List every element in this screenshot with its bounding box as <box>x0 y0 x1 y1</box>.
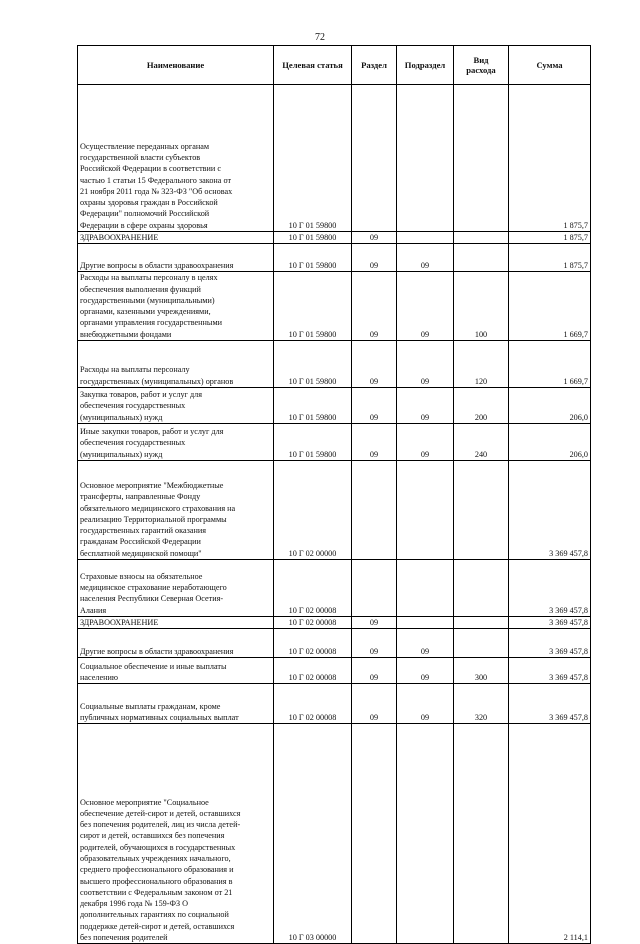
row-code: 10 Г 01 59800 <box>274 232 352 244</box>
header-section: Раздел <box>352 46 397 85</box>
row-section: 09 <box>352 658 397 684</box>
row-name: Основное мероприятие "Социальное обеспечение детей-сирот и детей, оставшихся без попечения родителей, лиц из числа детей- сирот и детей, оставшихся без попечения родителей, обучающихся в государственных образовательных учреждениях начального, среднего профессионального образования и высшего профессионального образования в соответствии с Федеральным законом от 21 декабря 1996 года № 159-ФЗ О дополнительных гарантиях по социальной поддержке детей-сирот и детей, оставшихся без попечения родителей <box>78 724 274 944</box>
row-expense <box>454 232 509 244</box>
row-section: 09 <box>352 272 397 341</box>
row-expense <box>454 617 509 629</box>
header-expense: Вид расхода <box>454 46 509 85</box>
row-name: Закупка товаров, работ и услуг для обеспечения государственных (муниципальных) нужд <box>78 388 274 424</box>
row-section: 09 <box>352 341 397 388</box>
header-name: Наименование <box>78 46 274 85</box>
table-row <box>78 461 591 560</box>
table-header-row <box>78 46 591 85</box>
row-sum: 206,0 <box>509 424 591 461</box>
row-section <box>352 85 397 232</box>
row-expense <box>454 629 509 658</box>
row-section: 09 <box>352 629 397 658</box>
row-code: 10 Г 01 59800 <box>274 424 352 461</box>
table-row <box>78 244 591 272</box>
row-expense: 200 <box>454 388 509 424</box>
row-name: Другие вопросы в области здравоохранения <box>78 244 274 272</box>
row-sum: 2 114,1 <box>509 724 591 944</box>
row-expense <box>454 461 509 560</box>
row-name: ЗДРАВООХРАНЕНИЕ <box>78 232 274 244</box>
row-name: Расходы на выплаты персоналу в целях обеспечения выполнения функций государственными (муниципальными) органами, казенными учреждениями, органами управления государственными внебюджетными фондами <box>78 272 274 341</box>
table-row <box>78 272 591 341</box>
row-sum: 1 875,7 <box>509 85 591 232</box>
page-number: 72 <box>315 32 325 43</box>
row-name: Основное мероприятие "Межбюджетные трансферты, направленные Фонду обязательного медицинского страхования на реализацию Территориальной программы государственных гарантий оказания гражданам Российской Федерации бесплатной медицинской помощи" <box>78 461 274 560</box>
row-subsection: 09 <box>397 244 454 272</box>
row-subsection: 09 <box>397 424 454 461</box>
row-section: 09 <box>352 617 397 629</box>
row-code: 10 Г 02 00008 <box>274 658 352 684</box>
row-name: Осуществление переданных органам государственной власти субъектов Российской Федерации в соответствии с частью 1 статьи 15 Федерального закона от 21 ноября 2011 года № 323-ФЗ "Об основах охраны здоровья граждан в Российской Федерации" полномочий Российской Федерации в сфере охраны здоровья <box>78 85 274 232</box>
row-expense <box>454 724 509 944</box>
row-code: 10 Г 01 59800 <box>274 341 352 388</box>
row-section <box>352 461 397 560</box>
row-subsection <box>397 617 454 629</box>
row-code: 10 Г 01 59800 <box>274 85 352 232</box>
row-name: Расходы на выплаты персоналу государственных (муниципальных) органов <box>78 341 274 388</box>
row-sum: 206,0 <box>509 388 591 424</box>
row-section <box>352 724 397 944</box>
row-subsection: 09 <box>397 341 454 388</box>
table-row <box>78 388 591 424</box>
row-name: ЗДРАВООХРАНЕНИЕ <box>78 617 274 629</box>
row-code: 10 Г 02 00008 <box>274 629 352 658</box>
row-subsection: 09 <box>397 658 454 684</box>
row-name: Иные закупки товаров, работ и услуг для обеспечения государственных (муниципальных) нужд <box>78 424 274 461</box>
row-subsection <box>397 461 454 560</box>
table-row <box>78 617 591 629</box>
row-sum: 3 369 457,8 <box>509 658 591 684</box>
row-expense: 100 <box>454 272 509 341</box>
row-subsection <box>397 85 454 232</box>
budget-table <box>77 45 591 944</box>
table-row <box>78 232 591 244</box>
row-sum: 1 875,7 <box>509 232 591 244</box>
row-code: 10 Г 01 59800 <box>274 244 352 272</box>
row-name: Другие вопросы в области здравоохранения <box>78 629 274 658</box>
row-section <box>352 560 397 617</box>
row-name: Страховые взносы на обязательное медицинское страхование неработающего населения Республики Северная Осетия- Алания <box>78 560 274 617</box>
row-code: 10 Г 02 00008 <box>274 617 352 629</box>
row-code: 10 Г 02 00008 <box>274 684 352 724</box>
row-name: Социальные выплаты гражданам, кроме публичных нормативных социальных выплат <box>78 684 274 724</box>
table-row <box>78 724 591 944</box>
row-sum: 3 369 457,8 <box>509 560 591 617</box>
row-subsection: 09 <box>397 684 454 724</box>
row-code: 10 Г 03 00000 <box>274 724 352 944</box>
table-row <box>78 658 591 684</box>
row-expense <box>454 244 509 272</box>
row-section: 09 <box>352 388 397 424</box>
row-section: 09 <box>352 232 397 244</box>
table-row <box>78 560 591 617</box>
row-section: 09 <box>352 244 397 272</box>
row-code: 10 Г 01 59800 <box>274 272 352 341</box>
row-code: 10 Г 02 00000 <box>274 461 352 560</box>
row-section: 09 <box>352 684 397 724</box>
row-name: Социальное обеспечение и иные выплаты населению <box>78 658 274 684</box>
row-sum: 3 369 457,8 <box>509 684 591 724</box>
table-row <box>78 85 591 232</box>
table-row <box>78 684 591 724</box>
row-sum: 3 369 457,8 <box>509 629 591 658</box>
row-code: 10 Г 02 00008 <box>274 560 352 617</box>
row-sum: 1 875,7 <box>509 244 591 272</box>
row-expense: 120 <box>454 341 509 388</box>
row-subsection: 09 <box>397 388 454 424</box>
row-subsection: 09 <box>397 272 454 341</box>
row-sum: 1 669,7 <box>509 272 591 341</box>
row-subsection <box>397 724 454 944</box>
row-expense: 240 <box>454 424 509 461</box>
header-subsection: Подраздел <box>397 46 454 85</box>
row-code: 10 Г 01 59800 <box>274 388 352 424</box>
row-subsection <box>397 560 454 617</box>
row-expense: 320 <box>454 684 509 724</box>
row-sum: 1 669,7 <box>509 341 591 388</box>
row-subsection <box>397 232 454 244</box>
row-subsection: 09 <box>397 629 454 658</box>
header-code: Целевая статья <box>274 46 352 85</box>
row-expense <box>454 560 509 617</box>
table-row <box>78 629 591 658</box>
table-row <box>78 341 591 388</box>
row-sum: 3 369 457,8 <box>509 617 591 629</box>
table-row <box>78 424 591 461</box>
row-expense <box>454 85 509 232</box>
row-expense: 300 <box>454 658 509 684</box>
row-section: 09 <box>352 424 397 461</box>
row-sum: 3 369 457,8 <box>509 461 591 560</box>
header-sum: Сумма <box>509 46 591 85</box>
